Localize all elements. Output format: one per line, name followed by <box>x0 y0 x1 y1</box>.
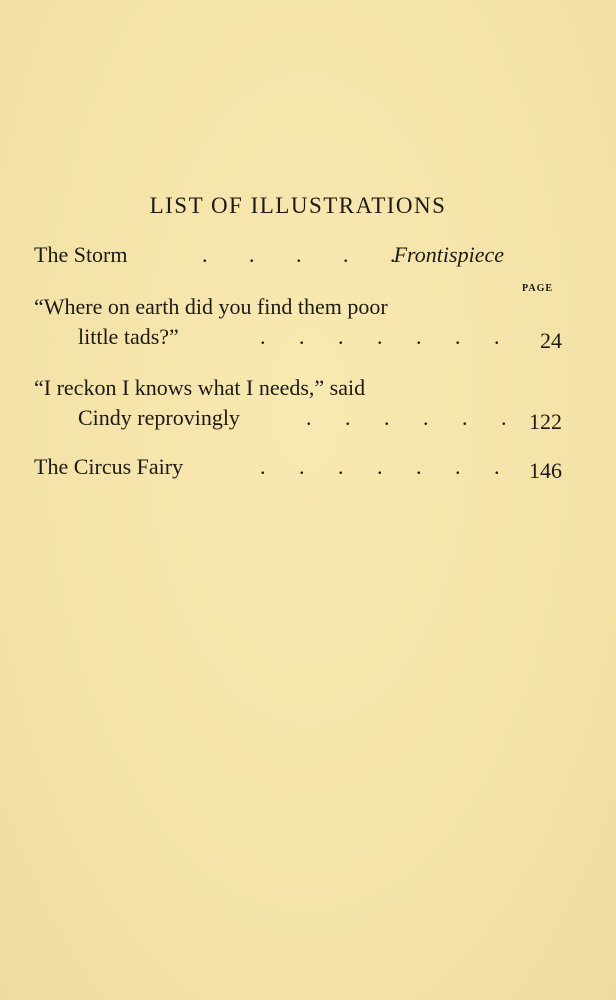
entry-line <box>34 240 562 270</box>
illustration-entry-storm <box>34 240 562 270</box>
entry-line <box>34 292 562 322</box>
entry-title: The Storm <box>34 242 128 267</box>
entry-title: The Circus Fairy <box>34 454 184 479</box>
entry-title-line2: little tads?” <box>78 324 179 349</box>
dot-leader: . . . . . <box>202 242 414 267</box>
entry-page: 146 <box>529 458 562 483</box>
page-column-label: PAGE <box>522 283 554 294</box>
page-title: LIST OF ILLUSTRATIONS <box>149 193 447 218</box>
entry-page: Frontispiece <box>393 242 504 267</box>
dot-leader: . . . . . . <box>306 405 521 430</box>
illustration-entry-tads <box>34 292 562 352</box>
illustration-entry-circus <box>34 452 562 482</box>
entry-page: 122 <box>529 409 562 434</box>
entry-line <box>34 403 562 433</box>
illustration-entry-cindy <box>34 373 562 433</box>
entry-line <box>34 373 562 403</box>
dot-leader: . . . . . . . <box>260 324 514 349</box>
entry-line <box>34 322 562 352</box>
entry-title-line1: “I reckon I knows what I needs,” said <box>34 375 366 400</box>
entry-line <box>34 452 562 482</box>
entry-title-line2: Cindy reprovingly <box>78 405 240 430</box>
entry-page: 24 <box>540 328 562 353</box>
entry-title-line1: “Where on earth did you find them poor <box>34 294 388 319</box>
dot-leader: . . . . . . . <box>260 454 514 479</box>
